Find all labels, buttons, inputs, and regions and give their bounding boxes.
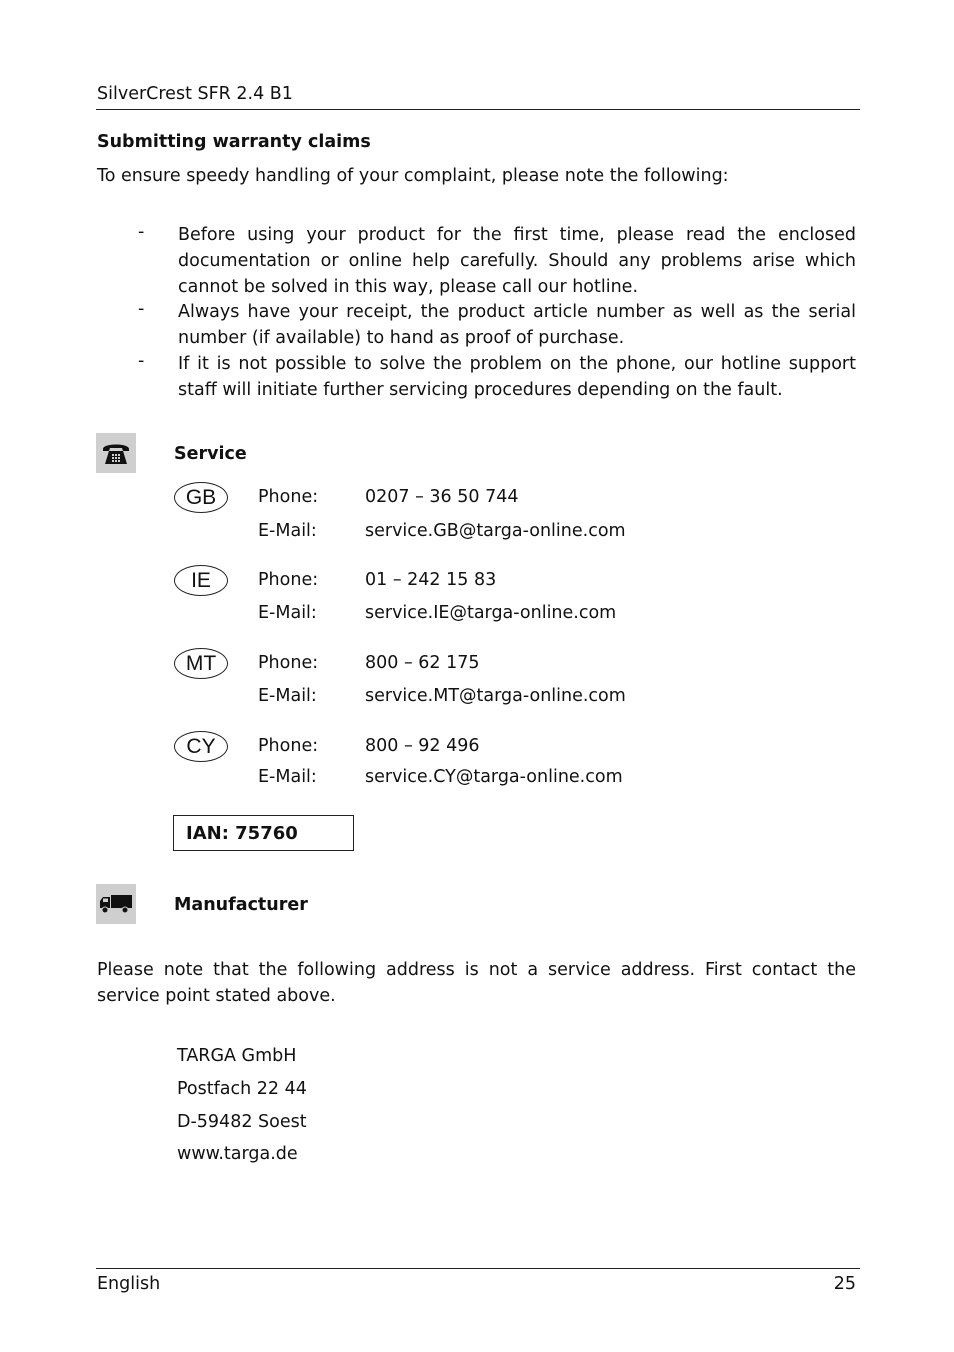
warranty-heading: Submitting warranty claims <box>97 132 371 152</box>
bullet-dash: - <box>138 299 145 319</box>
bullet-text: Before using your product for the first time, please read the enclosed documentation or online help carefully. Should any problems arise which cannot be solved in this way, please call our hotline. <box>178 225 856 297</box>
header-rule <box>96 109 860 110</box>
bullet-text: Always have your receipt, the product article number as well as the serial number (if available) to hand as proof of purchase. <box>178 302 856 348</box>
email-address: service.GB@targa-online.com <box>365 521 626 541</box>
country-code-badge: GB <box>174 482 228 513</box>
country-code-badge: CY <box>174 731 228 762</box>
address-line: Postfach 22 44 <box>177 1079 307 1099</box>
email-label: E-Mail: <box>258 521 317 541</box>
country-code-badge: MT <box>174 648 228 679</box>
telephone-icon <box>96 433 136 473</box>
email-address: service.IE@targa-online.com <box>365 603 617 623</box>
footer-rule <box>96 1268 860 1269</box>
phone-label: Phone: <box>258 736 319 756</box>
phone-number: 01 – 242 15 83 <box>365 570 497 590</box>
bullet-dash: - <box>138 351 145 371</box>
page-number: 25 <box>833 1274 856 1294</box>
bullet-text: If it is not possible to solve the problem on the phone, our hotline support staff will initiate further servicing procedures depending on the fault. <box>178 354 856 400</box>
ian-box: IAN: 75760 <box>173 815 354 851</box>
manufacturer-heading: Manufacturer <box>174 895 308 915</box>
phone-label: Phone: <box>258 487 319 507</box>
phone-number: 800 – 92 496 <box>365 736 480 756</box>
phone-number: 0207 – 36 50 744 <box>365 487 519 507</box>
phone-label: Phone: <box>258 570 319 590</box>
country-code-badge: IE <box>174 565 228 596</box>
warranty-intro: To ensure speedy handling of your complaint, please note the following: <box>97 166 729 186</box>
address-line: TARGA GmbH <box>177 1046 297 1066</box>
address-website: www.targa.de <box>177 1144 298 1164</box>
email-address: service.MT@targa-online.com <box>365 686 626 706</box>
address-line: D-59482 Soest <box>177 1112 307 1132</box>
document-header-title: SilverCrest SFR 2.4 B1 <box>97 84 293 104</box>
bullet-dash: - <box>138 222 145 242</box>
email-label: E-Mail: <box>258 603 317 623</box>
footer-language: English <box>97 1274 161 1294</box>
email-address: service.CY@targa-online.com <box>365 767 623 787</box>
phone-number: 800 – 62 175 <box>365 653 480 673</box>
truck-icon <box>96 884 136 924</box>
service-heading: Service <box>174 444 247 464</box>
email-label: E-Mail: <box>258 686 317 706</box>
email-label: E-Mail: <box>258 767 317 787</box>
phone-label: Phone: <box>258 653 319 673</box>
manufacturer-note: Please note that the following address is not a service address. First contact the service point stated above. <box>97 960 856 1006</box>
